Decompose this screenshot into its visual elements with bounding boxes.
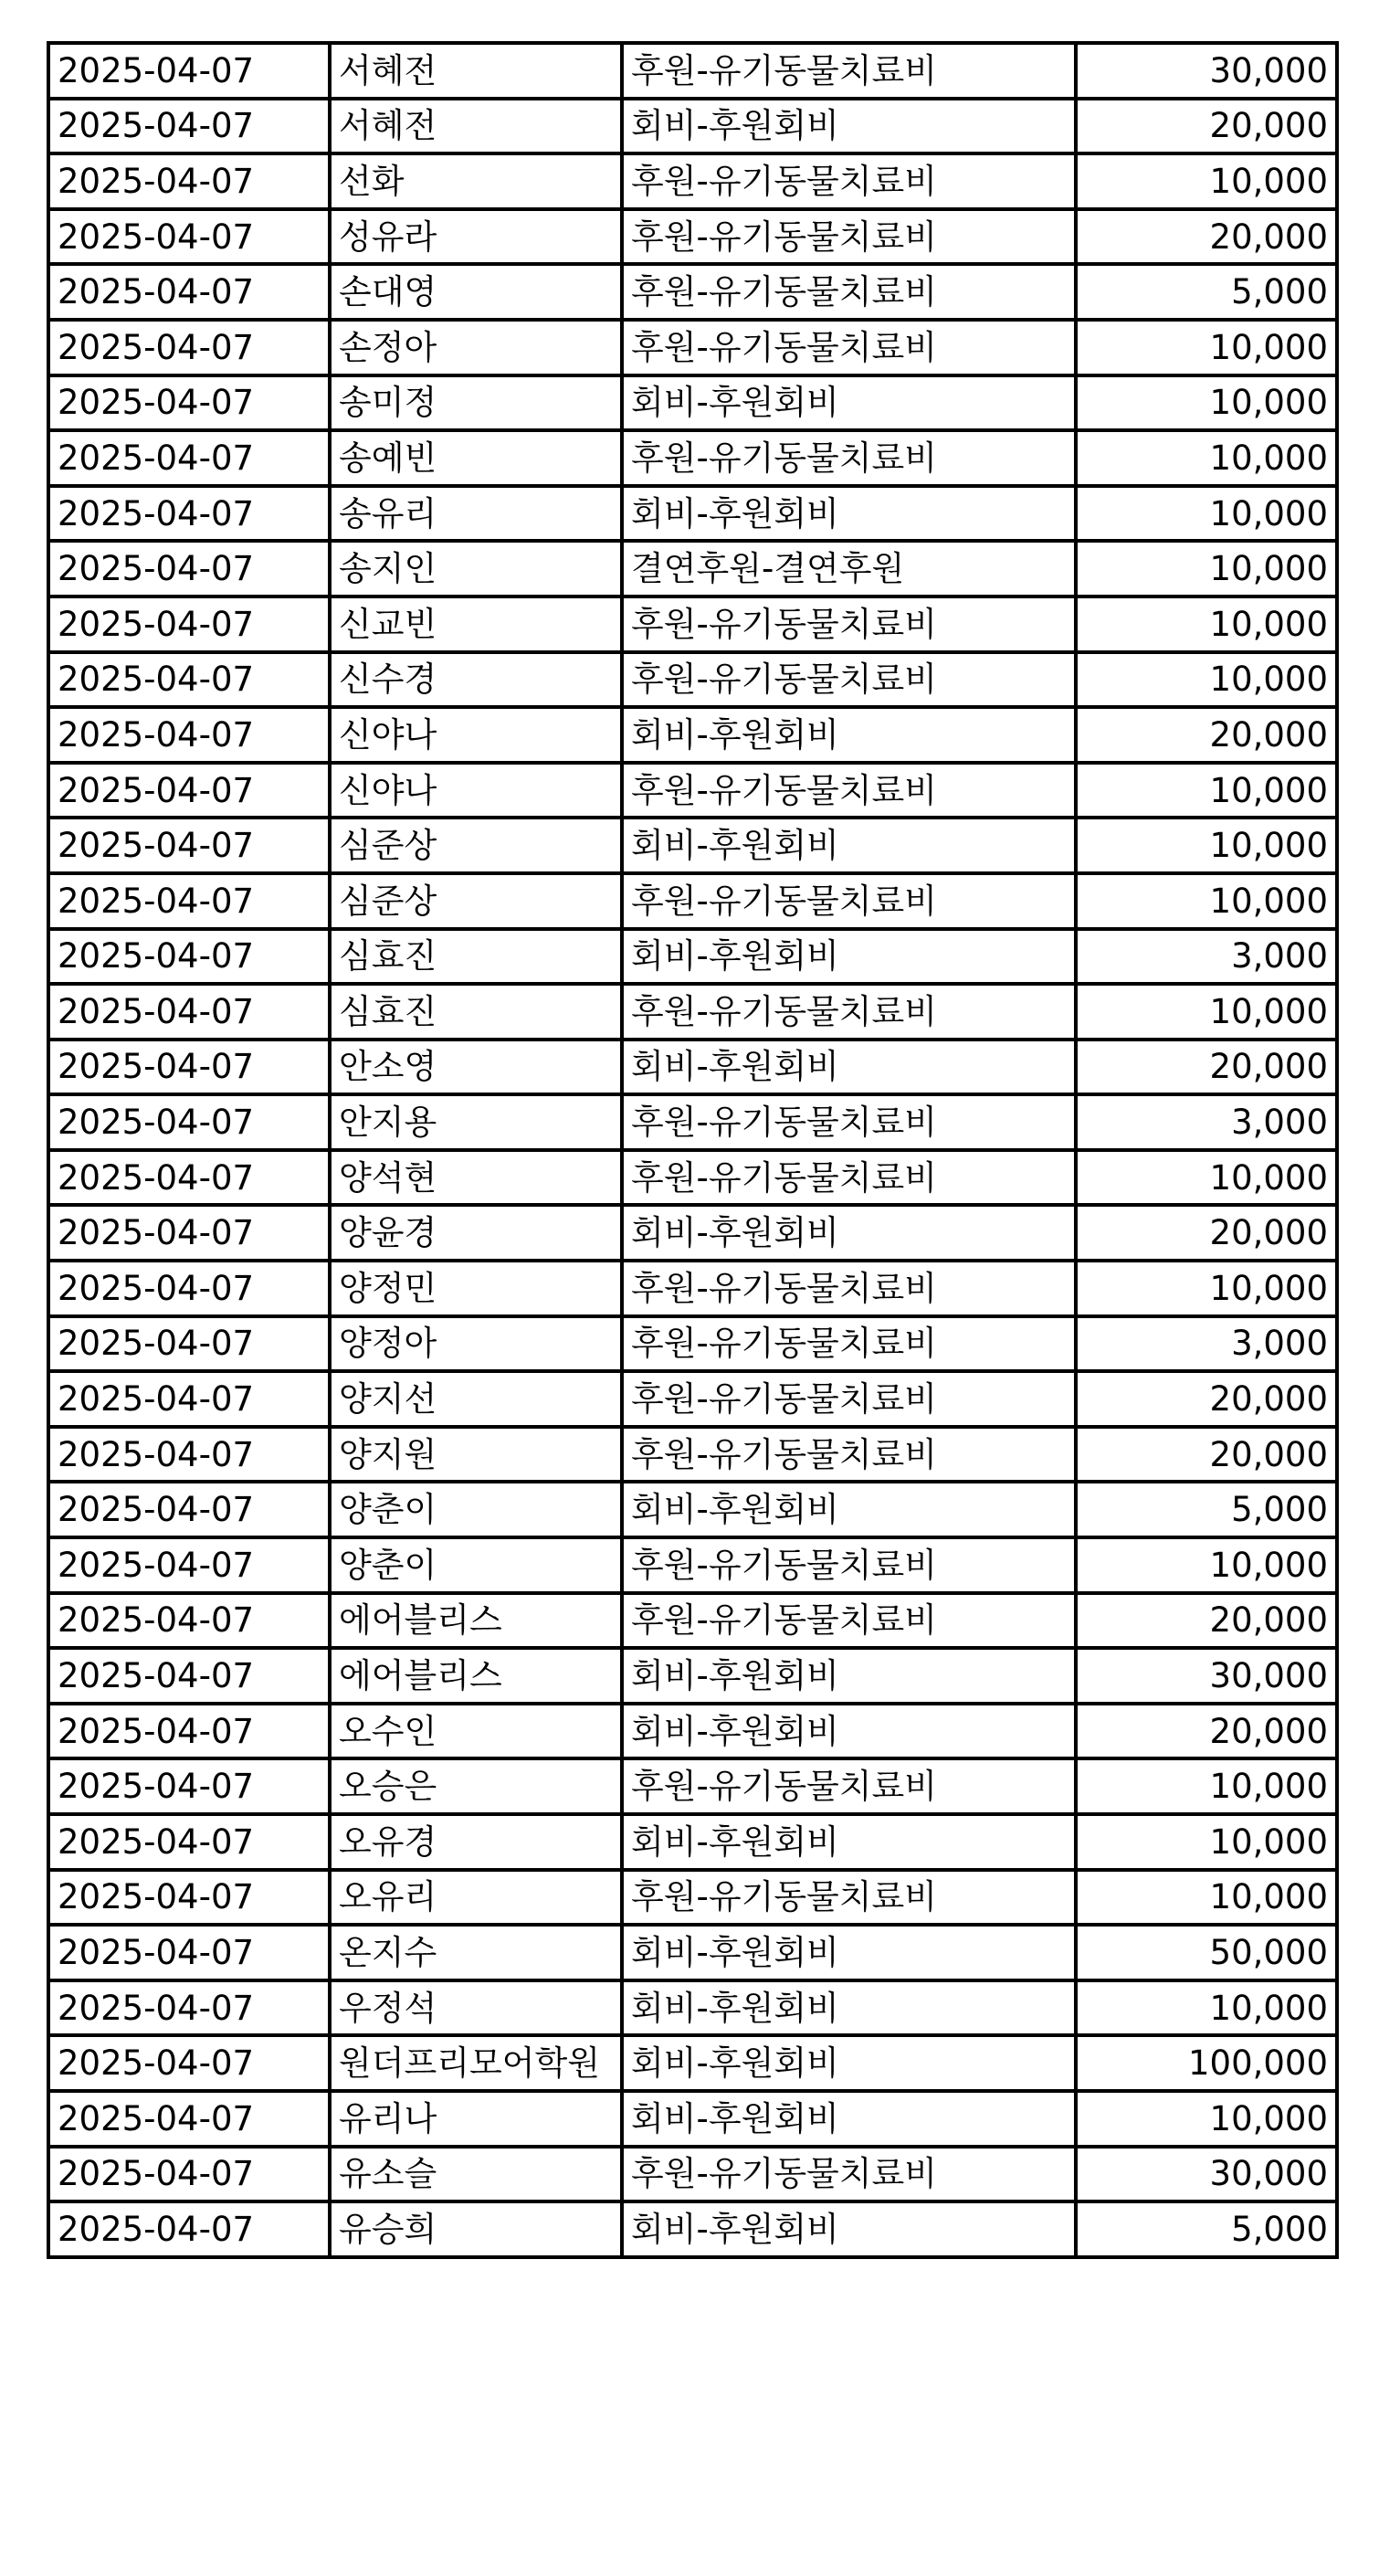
category-cell: 회비-후원회비	[622, 1704, 1076, 1759]
date-cell: 2025-04-07	[48, 1316, 330, 1372]
date-cell: 2025-04-07	[48, 652, 330, 708]
donor-name-cell: 양윤경	[330, 1205, 622, 1261]
amount-cell: 20,000	[1076, 1371, 1337, 1427]
table-row	[48, 1316, 1337, 1372]
ledger-body	[48, 43, 1337, 2257]
category-cell: 회비-후원회비	[622, 1648, 1076, 1704]
date-cell: 2025-04-07	[48, 1150, 330, 1206]
amount-cell: 10,000	[1076, 153, 1337, 209]
category-cell: 회비-후원회비	[622, 2091, 1076, 2147]
donor-name-cell: 양춘이	[330, 1537, 622, 1593]
amount-cell: 10,000	[1076, 818, 1337, 873]
date-cell: 2025-04-07	[48, 320, 330, 375]
table-row	[48, 2147, 1337, 2202]
amount-cell: 10,000	[1076, 320, 1337, 375]
amount-cell: 10,000	[1076, 375, 1337, 431]
date-cell: 2025-04-07	[48, 1814, 330, 1870]
amount-cell: 10,000	[1076, 1261, 1337, 1316]
amount-cell: 20,000	[1076, 99, 1337, 154]
donor-name-cell: 서혜전	[330, 43, 622, 99]
category-cell: 회비-후원회비	[622, 1205, 1076, 1261]
donor-name-cell: 송지인	[330, 541, 622, 596]
date-cell: 2025-04-07	[48, 264, 330, 320]
category-cell: 회비-후원회비	[622, 1482, 1076, 1537]
table-row	[48, 1593, 1337, 1649]
date-cell: 2025-04-07	[48, 1980, 330, 2036]
category-cell: 후원-유기동물치료비	[622, 1758, 1076, 1814]
amount-cell: 5,000	[1076, 2201, 1337, 2257]
amount-cell: 20,000	[1076, 1040, 1337, 1095]
amount-cell: 10,000	[1076, 596, 1337, 652]
donor-name-cell: 심준상	[330, 873, 622, 929]
table-row	[48, 375, 1337, 431]
category-cell: 후원-유기동물치료비	[622, 320, 1076, 375]
date-cell: 2025-04-07	[48, 1040, 330, 1095]
table-row	[48, 430, 1337, 486]
amount-cell: 10,000	[1076, 873, 1337, 929]
date-cell: 2025-04-07	[48, 1205, 330, 1261]
table-row	[48, 1648, 1337, 1704]
category-cell: 회비-후원회비	[622, 707, 1076, 763]
date-cell: 2025-04-07	[48, 1593, 330, 1649]
date-cell: 2025-04-07	[48, 1704, 330, 1759]
donor-name-cell: 양석현	[330, 1150, 622, 1206]
amount-cell: 5,000	[1076, 264, 1337, 320]
category-cell: 후원-유기동물치료비	[622, 652, 1076, 708]
category-cell: 후원-유기동물치료비	[622, 153, 1076, 209]
table-row	[48, 320, 1337, 375]
donor-name-cell: 신교빈	[330, 596, 622, 652]
date-cell: 2025-04-07	[48, 541, 330, 596]
donor-name-cell: 서혜전	[330, 99, 622, 154]
donor-name-cell: 유리나	[330, 2091, 622, 2147]
table-row	[48, 1537, 1337, 1593]
amount-cell: 5,000	[1076, 1482, 1337, 1537]
table-row	[48, 2201, 1337, 2257]
table-row	[48, 929, 1337, 985]
table-row	[48, 763, 1337, 818]
date-cell: 2025-04-07	[48, 1925, 330, 1980]
date-cell: 2025-04-07	[48, 2091, 330, 2147]
table-row	[48, 652, 1337, 708]
category-cell: 후원-유기동물치료비	[622, 1537, 1076, 1593]
table-row	[48, 1980, 1337, 2036]
donor-name-cell: 심효진	[330, 984, 622, 1040]
amount-cell: 10,000	[1076, 652, 1337, 708]
date-cell: 2025-04-07	[48, 375, 330, 431]
donor-name-cell: 양지원	[330, 1427, 622, 1483]
table-row	[48, 1482, 1337, 1537]
donor-name-cell: 우정석	[330, 1980, 622, 2036]
donor-name-cell: 신수경	[330, 652, 622, 708]
table-row	[48, 209, 1337, 265]
date-cell: 2025-04-07	[48, 763, 330, 818]
category-cell: 회비-후원회비	[622, 818, 1076, 873]
donor-name-cell: 안지용	[330, 1094, 622, 1150]
donor-name-cell: 양춘이	[330, 1482, 622, 1537]
donor-name-cell: 양정아	[330, 1316, 622, 1372]
category-cell: 회비-후원회비	[622, 1814, 1076, 1870]
table-row	[48, 1094, 1337, 1150]
category-cell: 후원-유기동물치료비	[622, 1261, 1076, 1316]
amount-cell: 30,000	[1076, 2147, 1337, 2202]
category-cell: 후원-유기동물치료비	[622, 1593, 1076, 1649]
donor-name-cell: 유소슬	[330, 2147, 622, 2202]
date-cell: 2025-04-07	[48, 984, 330, 1040]
category-cell: 후원-유기동물치료비	[622, 1094, 1076, 1150]
table-row	[48, 264, 1337, 320]
donor-name-cell: 송미정	[330, 375, 622, 431]
amount-cell: 30,000	[1076, 43, 1337, 99]
donor-name-cell: 에어블리스	[330, 1593, 622, 1649]
donor-name-cell: 심준상	[330, 818, 622, 873]
donor-name-cell: 선화	[330, 153, 622, 209]
donor-name-cell: 양지선	[330, 1371, 622, 1427]
table-row	[48, 1704, 1337, 1759]
category-cell: 후원-유기동물치료비	[622, 43, 1076, 99]
amount-cell: 20,000	[1076, 1593, 1337, 1649]
amount-cell: 10,000	[1076, 2091, 1337, 2147]
date-cell: 2025-04-07	[48, 1758, 330, 1814]
category-cell: 회비-후원회비	[622, 2035, 1076, 2091]
table-row	[48, 1870, 1337, 1926]
donor-name-cell: 신야나	[330, 763, 622, 818]
amount-cell: 20,000	[1076, 707, 1337, 763]
date-cell: 2025-04-07	[48, 2147, 330, 2202]
table-row	[48, 2091, 1337, 2147]
category-cell: 후원-유기동물치료비	[622, 984, 1076, 1040]
category-cell: 회비-후원회비	[622, 1925, 1076, 1980]
table-row	[48, 2035, 1337, 2091]
category-cell: 회비-후원회비	[622, 929, 1076, 985]
category-cell: 후원-유기동물치료비	[622, 763, 1076, 818]
date-cell: 2025-04-07	[48, 430, 330, 486]
amount-cell: 10,000	[1076, 1870, 1337, 1926]
amount-cell: 10,000	[1076, 1150, 1337, 1206]
category-cell: 후원-유기동물치료비	[622, 1427, 1076, 1483]
date-cell: 2025-04-07	[48, 153, 330, 209]
table-row	[48, 596, 1337, 652]
table-row	[48, 1758, 1337, 1814]
amount-cell: 3,000	[1076, 929, 1337, 985]
amount-cell: 10,000	[1076, 1814, 1337, 1870]
donor-name-cell: 에어블리스	[330, 1648, 622, 1704]
amount-cell: 3,000	[1076, 1316, 1337, 1372]
date-cell: 2025-04-07	[48, 929, 330, 985]
table-row	[48, 1261, 1337, 1316]
donor-name-cell: 성유라	[330, 209, 622, 265]
date-cell: 2025-04-07	[48, 486, 330, 542]
table-row	[48, 153, 1337, 209]
amount-cell: 10,000	[1076, 486, 1337, 542]
category-cell: 회비-후원회비	[622, 99, 1076, 154]
date-cell: 2025-04-07	[48, 596, 330, 652]
table-row	[48, 873, 1337, 929]
table-row	[48, 1427, 1337, 1483]
amount-cell: 10,000	[1076, 430, 1337, 486]
date-cell: 2025-04-07	[48, 818, 330, 873]
category-cell: 회비-후원회비	[622, 375, 1076, 431]
category-cell: 후원-유기동물치료비	[622, 873, 1076, 929]
category-cell: 후원-유기동물치료비	[622, 596, 1076, 652]
category-cell: 회비-후원회비	[622, 486, 1076, 542]
donation-ledger-table	[47, 41, 1339, 2259]
category-cell: 회비-후원회비	[622, 1040, 1076, 1095]
date-cell: 2025-04-07	[48, 209, 330, 265]
amount-cell: 100,000	[1076, 2035, 1337, 2091]
table-row	[48, 541, 1337, 596]
category-cell: 회비-후원회비	[622, 2201, 1076, 2257]
donor-name-cell: 양정민	[330, 1261, 622, 1316]
date-cell: 2025-04-07	[48, 43, 330, 99]
donor-name-cell: 오유리	[330, 1870, 622, 1926]
table-row	[48, 818, 1337, 873]
amount-cell: 50,000	[1076, 1925, 1337, 1980]
date-cell: 2025-04-07	[48, 1427, 330, 1483]
donor-name-cell: 온지수	[330, 1925, 622, 1980]
table-row	[48, 1925, 1337, 1980]
date-cell: 2025-04-07	[48, 99, 330, 154]
category-cell: 후원-유기동물치료비	[622, 264, 1076, 320]
date-cell: 2025-04-07	[48, 1870, 330, 1926]
table-row	[48, 1205, 1337, 1261]
amount-cell: 10,000	[1076, 541, 1337, 596]
donor-name-cell: 송예빈	[330, 430, 622, 486]
category-cell: 후원-유기동물치료비	[622, 1870, 1076, 1926]
donor-name-cell: 원더프리모어학원	[330, 2035, 622, 2091]
donor-name-cell: 유승희	[330, 2201, 622, 2257]
table-row	[48, 99, 1337, 154]
category-cell: 후원-유기동물치료비	[622, 1150, 1076, 1206]
category-cell: 후원-유기동물치료비	[622, 209, 1076, 265]
date-cell: 2025-04-07	[48, 2035, 330, 2091]
table-row	[48, 984, 1337, 1040]
amount-cell: 10,000	[1076, 1980, 1337, 2036]
amount-cell: 10,000	[1076, 1758, 1337, 1814]
category-cell: 후원-유기동물치료비	[622, 430, 1076, 486]
table-row	[48, 707, 1337, 763]
date-cell: 2025-04-07	[48, 707, 330, 763]
donor-name-cell: 안소영	[330, 1040, 622, 1095]
date-cell: 2025-04-07	[48, 2201, 330, 2257]
date-cell: 2025-04-07	[48, 1648, 330, 1704]
amount-cell: 10,000	[1076, 1537, 1337, 1593]
table-row	[48, 1150, 1337, 1206]
donor-name-cell: 신야나	[330, 707, 622, 763]
category-cell: 후원-유기동물치료비	[622, 1316, 1076, 1372]
amount-cell: 30,000	[1076, 1648, 1337, 1704]
table-row	[48, 1040, 1337, 1095]
amount-cell: 20,000	[1076, 1427, 1337, 1483]
date-cell: 2025-04-07	[48, 1537, 330, 1593]
category-cell: 결연후원-결연후원	[622, 541, 1076, 596]
date-cell: 2025-04-07	[48, 873, 330, 929]
amount-cell: 20,000	[1076, 1704, 1337, 1759]
donor-name-cell: 손대영	[330, 264, 622, 320]
amount-cell: 3,000	[1076, 1094, 1337, 1150]
amount-cell: 20,000	[1076, 209, 1337, 265]
amount-cell: 20,000	[1076, 1205, 1337, 1261]
category-cell: 후원-유기동물치료비	[622, 2147, 1076, 2202]
donor-name-cell: 오수인	[330, 1704, 622, 1759]
amount-cell: 10,000	[1076, 984, 1337, 1040]
donor-name-cell: 손정아	[330, 320, 622, 375]
table-row	[48, 43, 1337, 99]
category-cell: 후원-유기동물치료비	[622, 1371, 1076, 1427]
date-cell: 2025-04-07	[48, 1094, 330, 1150]
donor-name-cell: 오유경	[330, 1814, 622, 1870]
donor-name-cell: 오승은	[330, 1758, 622, 1814]
table-row	[48, 1371, 1337, 1427]
date-cell: 2025-04-07	[48, 1261, 330, 1316]
donor-name-cell: 심효진	[330, 929, 622, 985]
date-cell: 2025-04-07	[48, 1371, 330, 1427]
donor-name-cell: 송유리	[330, 486, 622, 542]
date-cell: 2025-04-07	[48, 1482, 330, 1537]
table-row	[48, 486, 1337, 542]
amount-cell: 10,000	[1076, 763, 1337, 818]
category-cell: 회비-후원회비	[622, 1980, 1076, 2036]
table-row	[48, 1814, 1337, 1870]
